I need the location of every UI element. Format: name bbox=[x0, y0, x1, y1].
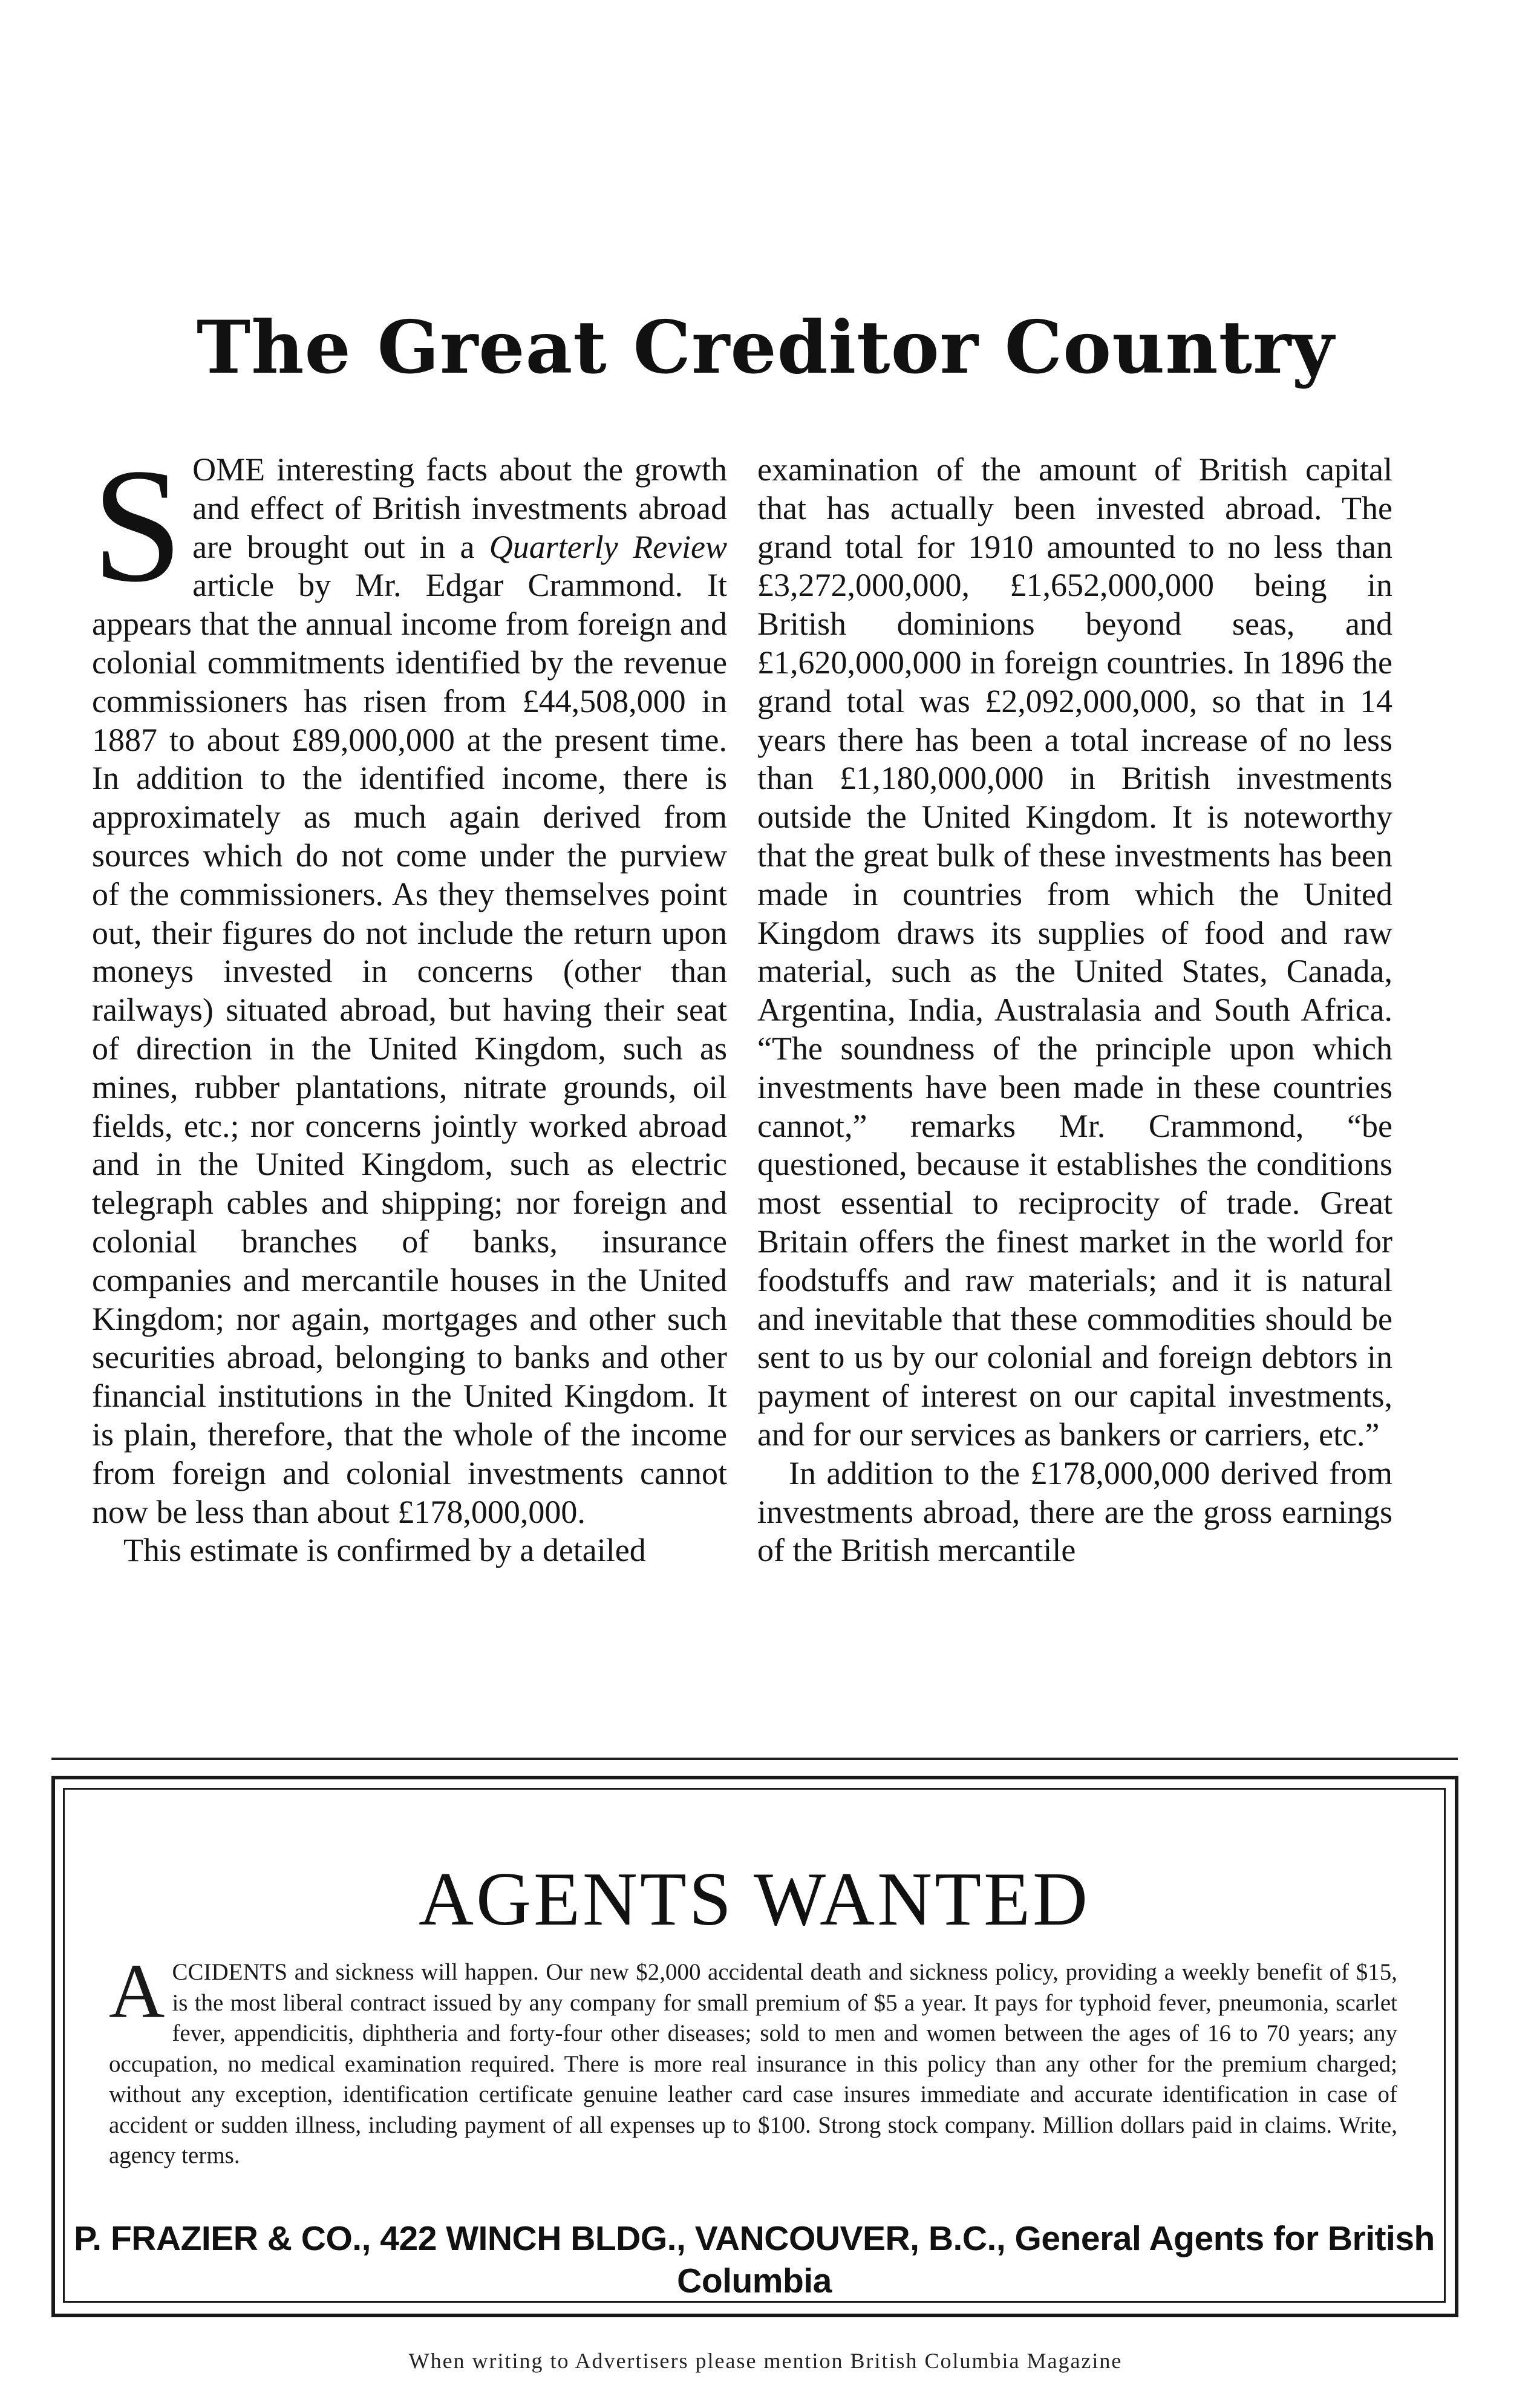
article-title: The Great Creditor Country bbox=[196, 305, 1335, 391]
paragraph-text: interesting facts about the growth and effect of British investments abroad are brought out in a bbox=[192, 451, 727, 565]
advertisement-paragraph bbox=[109, 1948, 1397, 2171]
lead-in: OME bbox=[192, 451, 266, 488]
article-right-column bbox=[757, 451, 1392, 1570]
lead-in: CCIDENTS bbox=[172, 1959, 288, 1985]
article-paragraph: This estimate is confirmed by a detailed bbox=[123, 1532, 646, 1569]
article-left-column bbox=[92, 435, 727, 1570]
advertisement-heading: AGENTS WANTED bbox=[418, 1857, 1091, 1942]
drop-cap: S bbox=[92, 435, 183, 616]
article-paragraph: In addition to the £178,000,000 derived from investments abroad, there are the gross earnings of the British mercantile bbox=[757, 1454, 1392, 1569]
drop-cap: A bbox=[109, 1948, 165, 2034]
page-footer: When writing to Advertisers please mention British Columbia Magazine bbox=[408, 2349, 1123, 2373]
advertisement-body bbox=[109, 1948, 1397, 2171]
article-paragraph bbox=[92, 435, 727, 1531]
advertiser-contact: P. FRAZIER & CO., 422 WINCH BLDG., VANCOUVER, B.C., General Agents for British Columbia bbox=[74, 2219, 1435, 2300]
publication-name: Quarterly Review bbox=[489, 528, 727, 565]
advertisement-text: and sickness will happen. Our new $2,000 accidental death and sickness policy, providing a weekly benefit of $15, is the most liberal contract issued by any company for small premium of $5 a year. It pays for typhoid fever, pneumonia, scarlet fever, appendicitis, diphtheria and forty-four other diseases; sold to men and women between the ages of 16 to 70 years; any occupation, no medical examination required. There is more real insurance in this policy than any other for the premium charged; without any exception, identification certificate genuine leather card case insures immediate and accurate identification in case of accident or sudden illness, including payment of all expenses up to $100. Strong stock company. Million dollars paid in claims. Write, agency terms. bbox=[109, 1959, 1397, 2168]
article-paragraph: examination of the amount of British capital that has actually been invested abroad. The grand total for 1910 amounted to no less than £3,272,000,000, £1,652,000,000 being in British dominions beyond seas, and £1,620,000,000 in foreign countries. In 1896 the grand total was £2,092,000,000, so that in 14 years there has been a total increase of no less than £1,180,000,000 in British investments outside the United Kingdom. It is noteworthy that the great bulk of these investments has been made in countries from which the United Kingdom draws its supplies of food and raw material, such as the United States, Canada, Argentina, India, Australasia and South Africa. “The soundness of the principle upon which investments have been made in these countries cannot,” remarks Mr. Crammond, “be questioned, because it establishes the conditions most essential to reciprocity of trade. Great Britain offers the finest market in the world for foodstuffs and raw materials; and it is natural and inevitable that these commodities should be sent to us by our colonial and foreign debtors in payment of interest on our capital investments, and for our services as bankers or carriers, etc.” bbox=[757, 451, 1392, 1453]
divider-rule bbox=[51, 1758, 1458, 1760]
paragraph-text: article by Mr. Edgar Crammond. It appears that the annual income from foreign and colonial commitments identified by the revenue commissioners has risen from £44,508,000 in 1887 to about £89,000,000 at the present time. In addition to the identified income, there is approximately as much again derived from sources which do not come under the purview of the commissioners. As they themselves point out, their figures do not include the return upon moneys invested in concerns (other than railways) situated abroad, but having their seat of direction in the United Kingdom, such as mines, rubber plantations, nitrate grounds, oil fields, etc.; nor concerns jointly worked abroad and in the United Kingdom, such as electric telegraph cables and shipping; nor foreign and colonial branches of banks, insurance companies and mercantile houses in the United Kingdom; nor again, mortgages and other such securities abroad, belonging to banks and other financial institutions in the United Kingdom. It is plain, therefore, that the whole of the income from foreign and colonial investments cannot now be less than about £178,000,000. bbox=[92, 567, 727, 1530]
